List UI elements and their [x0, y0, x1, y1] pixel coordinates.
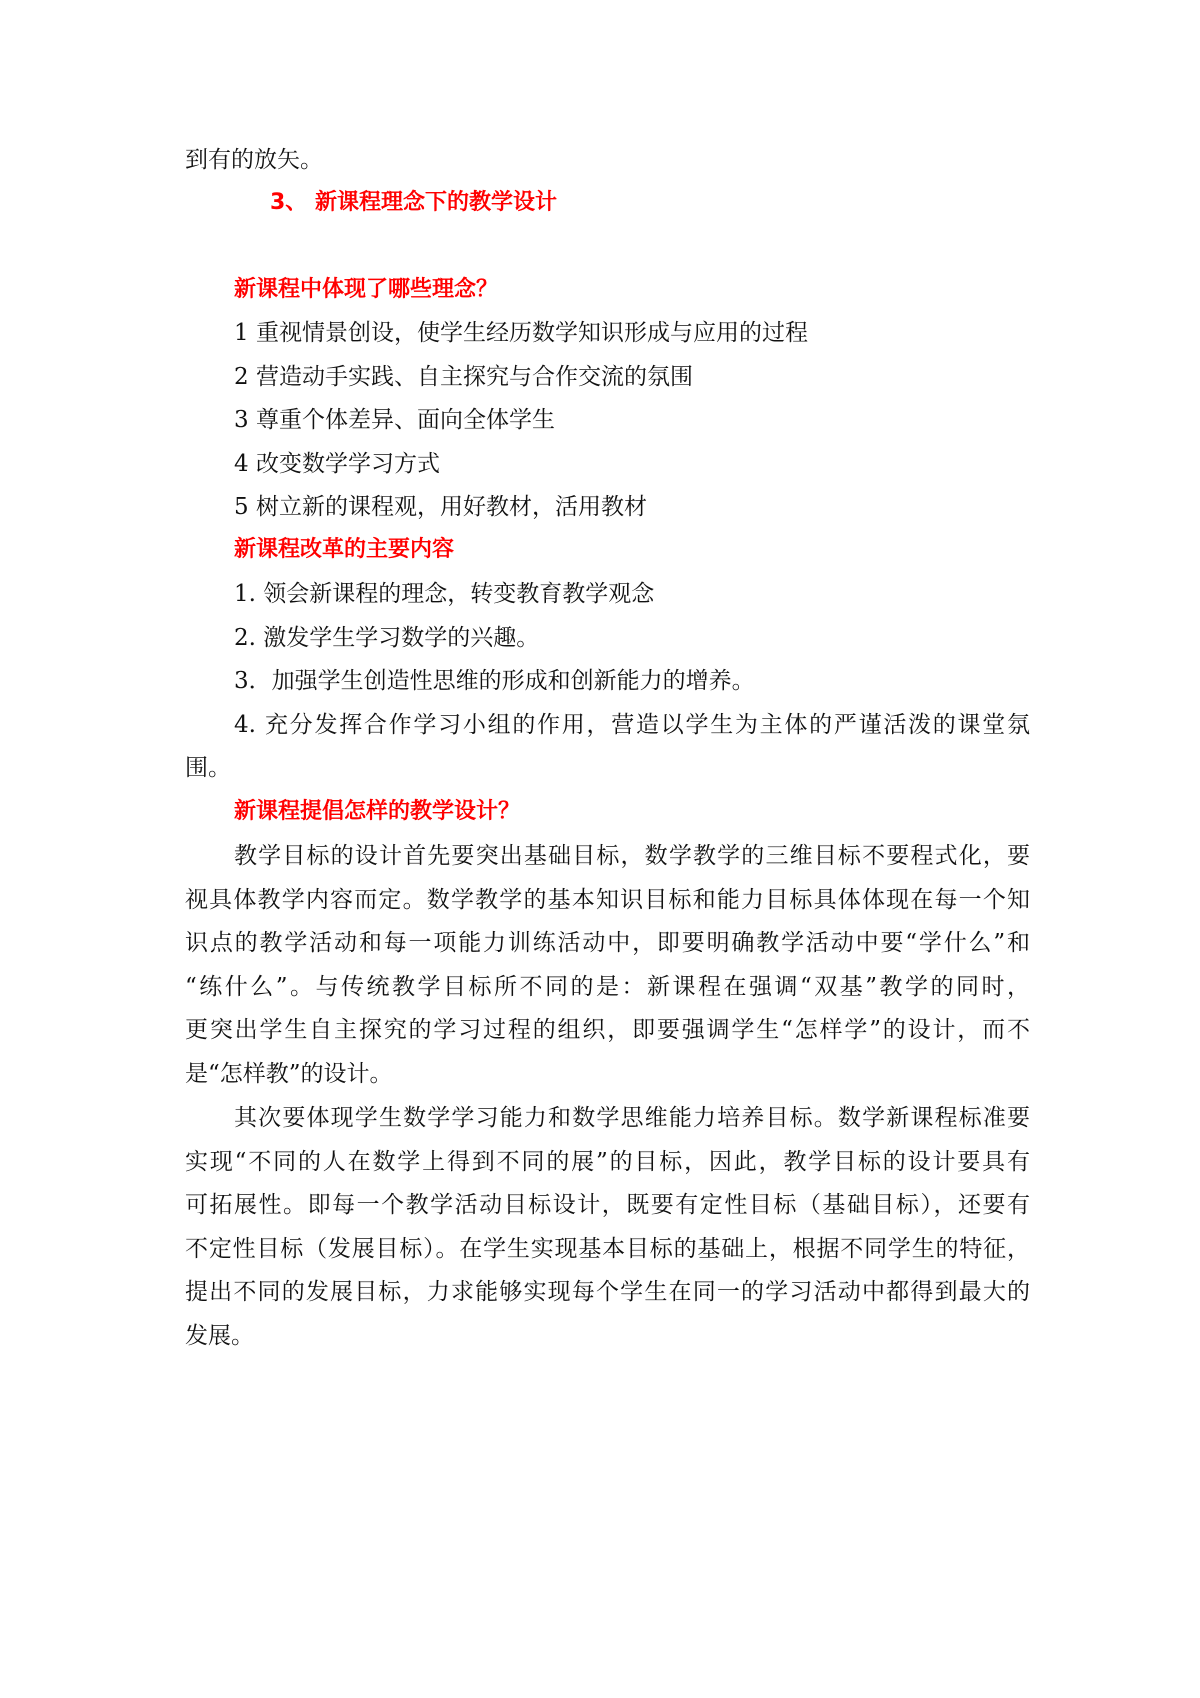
- paragraph-line: “练什么”。与传统教学目标所不同的是：新课程在强调“双基”教学的同时，: [185, 974, 1030, 1000]
- list-item: 1 重视情景创设，使学生经历数学知识形成与应用的过程: [234, 320, 808, 346]
- paragraph-line: 不定性目标（发展目标）。在学生实现基本目标的基础上，根据不同学生的特征，: [185, 1236, 1030, 1262]
- paragraph-line: 更突出学生自主探究的学习过程的组织，即要强调学生“怎样学”的设计，而不: [185, 1017, 1030, 1043]
- list-item: 3．加强学生创造性思维的形成和创新能力的增养。: [234, 668, 755, 694]
- list-item: 5 树立新的课程观，用好教材，活用教材: [234, 494, 647, 520]
- continuation-line: 到有的放矢。: [185, 147, 323, 173]
- paragraph-line: 其次要体现学生数学学习能力和数学思维能力培养目标。数学新课程标准要: [234, 1105, 1030, 1131]
- paragraph-line: 视具体教学内容而定。数学教学的基本知识目标和能力目标具体体现在每一个知: [185, 887, 1030, 913]
- list-item: 4. 充分发挥合作学习小组的作用，营造以学生为主体的严谨活泼的课堂氛: [234, 712, 1030, 738]
- list-item-continuation: 围。: [185, 755, 231, 781]
- list-item: 2. 激发学生学习数学的兴趣。: [234, 625, 540, 651]
- list-item: 4 改变数学学习方式: [234, 451, 440, 477]
- list-item: 3 尊重个体差异、面向全体学生: [234, 407, 555, 433]
- paragraph-line: 可拓展性。即每一个教学活动目标设计，既要有定性目标（基础目标），还要有: [185, 1192, 1030, 1218]
- list-item: 2 营造动手实践、自主探究与合作交流的氛围: [234, 364, 693, 390]
- list-item: 1. 领会新课程的理念，转变教育教学观念: [234, 581, 655, 607]
- paragraph-line: 识点的教学活动和每一项能力训练活动中，即要明确教学活动中要“学什么”和: [185, 930, 1030, 956]
- heading-reform-content: 新课程改革的主要内容: [234, 537, 455, 562]
- paragraph-line: 实现“不同的人在数学上得到不同的展”的目标，因此，教学目标的设计要具有: [185, 1149, 1030, 1175]
- section-title: 3、 新课程理念下的教学设计: [270, 190, 557, 215]
- paragraph-line: 发展。: [185, 1323, 254, 1349]
- paragraph-line: 提出不同的发展目标，力求能够实现每个学生在同一的学习活动中都得到最大的: [185, 1279, 1030, 1305]
- heading-teaching-design: 新课程提倡怎样的教学设计？: [234, 799, 521, 824]
- heading-ideas: 新课程中体现了哪些理念？: [234, 277, 499, 302]
- paragraph-line: 教学目标的设计首先要突出基础目标，数学教学的三维目标不要程式化，要: [234, 843, 1030, 869]
- paragraph-line: 是“怎样教”的设计。: [185, 1061, 393, 1087]
